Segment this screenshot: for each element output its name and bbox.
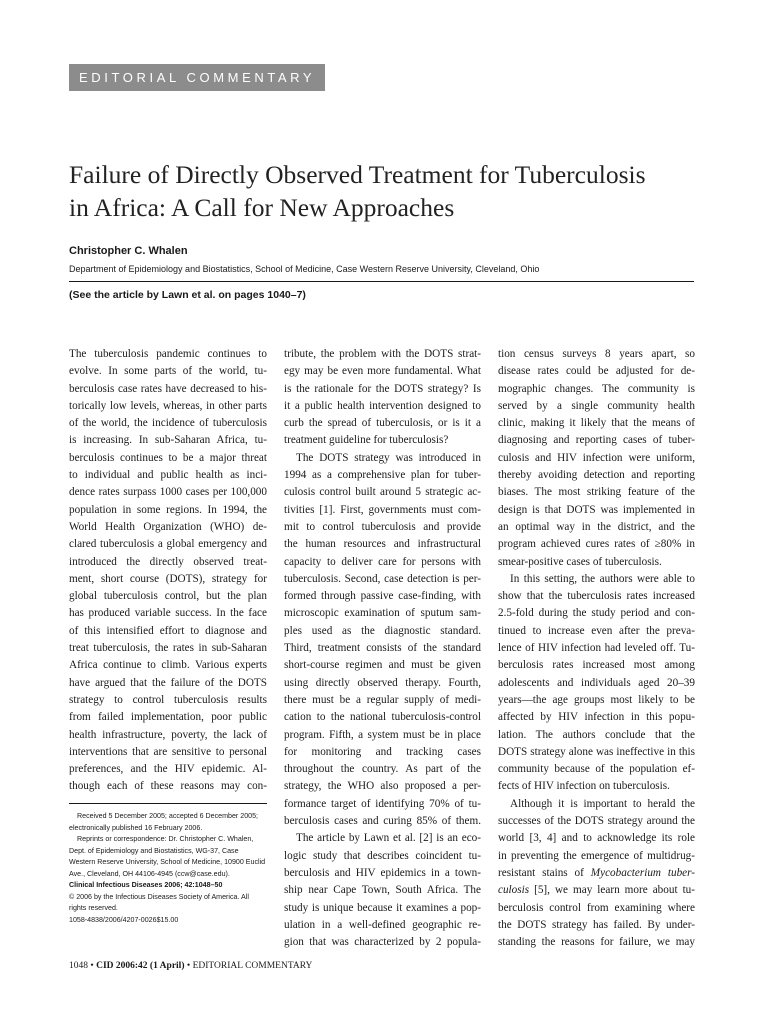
text-line: for monitoring and tracking cases xyxy=(284,745,481,758)
text-line: interventions that are sensitive to personal xyxy=(69,745,267,758)
text-line: show that the tuberculosis rates increased xyxy=(498,590,695,603)
footer-separator: • xyxy=(90,961,97,971)
text-line: lence of HIV infection had leveled off. Tu- xyxy=(498,642,695,655)
text-line: berculosis rates increased most among xyxy=(498,659,695,672)
text-line: cation to the national tuberculosis-control xyxy=(284,711,481,724)
text-line: adolescents and individuals aged 20–39 xyxy=(498,676,695,689)
text-line: the DOTS strategy has failed. By under- xyxy=(498,918,695,931)
text-line: ship near Cape Town, South Africa. The xyxy=(284,884,481,897)
text-line: preferences, and the HIV epidemic. Al- xyxy=(69,763,267,776)
text-line: fects of HIV infection on tuberculosis. xyxy=(498,780,670,793)
text-line: health infrastructure, poverty, the lack of xyxy=(69,728,267,741)
text-line: standing the reasons for failure, we may xyxy=(498,936,695,949)
text-line: throughout the country. As part of the xyxy=(284,763,481,776)
text-line: population in some regions. In 1994, the xyxy=(69,503,267,516)
text-line: an optimal way in the district, and the xyxy=(498,520,695,533)
text-line: Africa continue to climb. Various experts xyxy=(69,659,267,672)
text-line: culosis and HIV infection were uniform, xyxy=(498,451,695,464)
footer-separator: • xyxy=(186,961,193,971)
text-line: of the world, the incidence of tuberculosis xyxy=(69,417,267,430)
footnote-line: Western Reserve University, School of Medicine, 10900 Euclid xyxy=(69,858,266,866)
text-line: culosis control built around 5 strategic ac- xyxy=(284,486,481,499)
text-line: resistant stains of Mycobacterium tuber- xyxy=(498,866,695,879)
text-line: tinued to increase even after the preva- xyxy=(498,624,695,637)
text-line: thereby avoiding detection and reporting xyxy=(498,469,695,482)
text-line: gion that was characterized by 2 popula- xyxy=(284,936,481,949)
page-number: 1048 xyxy=(69,961,88,971)
text-line: 2.5-fold during the study period and con- xyxy=(498,607,695,620)
text-line: diagnosing and reporting cases of tuber- xyxy=(498,434,695,447)
footnote-rule xyxy=(69,803,267,804)
text-line: have argued that the failure of the DOTS xyxy=(69,676,267,689)
text-line: has produced variable success. In the face xyxy=(69,607,267,620)
text-line: in preventing the emergence of multidrug- xyxy=(498,849,695,862)
text-line: In this setting, the authors were able to xyxy=(510,572,695,585)
footnote-line: Dept. of Epidemiology and Biostatistics, WG-37, Case xyxy=(69,846,239,855)
text-line: evolve. In some parts of the world, tu- xyxy=(69,365,267,378)
text-line: is increasing. In sub-Saharan Africa, tu- xyxy=(69,434,267,447)
text-line: berculosis and HIV epidemics in a town- xyxy=(284,866,481,879)
text-line: using directly observed therapy. Fourth, xyxy=(284,676,481,689)
text-line: program achieved cures rates of ≥80% in xyxy=(498,538,695,551)
text-line: years—the age groups most likely to be xyxy=(498,693,695,706)
text-line: the human resources and infrastructural xyxy=(284,538,481,551)
text-line: Third, treatment consists of the standard xyxy=(284,642,481,655)
footnote-line: Reprints or correspondence: Dr. Christopher C. Whalen, xyxy=(77,835,254,843)
text-line: to individual and public health as inci- xyxy=(69,469,267,482)
text-line: dence rates surpass 1000 cases per 100,000 xyxy=(69,486,267,499)
footnotes xyxy=(69,811,269,926)
text-line: berculosis continues to be a major threat xyxy=(69,451,267,464)
text-line: The tuberculosis pandemic continues to xyxy=(69,348,267,360)
text-line: mographic changes. The community is xyxy=(498,382,695,395)
text-line: Although it is important to herald the xyxy=(510,797,695,810)
footnote-line: 1058-4838/2006/4207-0026$15.00 xyxy=(69,915,179,924)
text-line: lation. The authors conclude that the xyxy=(498,728,695,741)
text-line: culosis [5], we may learn more about tu- xyxy=(498,884,695,897)
text-line: 1994 as a comprehensive plan for tuber- xyxy=(284,469,481,482)
text-line: short-course regimen and must be given xyxy=(284,659,481,672)
text-line: it a public health intervention designed to xyxy=(284,399,481,412)
text-line: tivities [1]. First, governments must com- xyxy=(284,503,481,516)
title-line: in Africa: A Call for New Approaches xyxy=(69,193,455,222)
text-line: egy may be even more fundamental. What xyxy=(284,365,481,378)
article-title xyxy=(69,158,709,224)
text-column-3 xyxy=(498,346,695,951)
text-line: affected by HIV infection in this popu- xyxy=(498,711,695,724)
text-line: DOTS strategy alone was ineffective in this xyxy=(498,745,695,758)
author-affiliation: Department of Epidemiology and Biostatistics, School of Medicine, Case Western Reserve University, Cleveland, Ohio xyxy=(69,264,540,274)
author-name: Christopher C. Whalen xyxy=(69,245,188,257)
text-line: served by a single community health xyxy=(498,399,695,412)
text-line: curb the spread of tuberculosis, or is it a xyxy=(284,417,481,430)
section-banner: EDITORIAL COMMENTARY xyxy=(69,64,325,91)
text-line: formance target of identifying 70% of tu- xyxy=(284,797,481,810)
page-footer xyxy=(69,961,312,971)
text-line: The article by Lawn et al. [2] is an eco- xyxy=(296,832,481,845)
text-line: ples used as the diagnostic standard. xyxy=(284,624,481,637)
text-line: treatment guideline for tuberculosis? xyxy=(284,434,449,447)
text-line: formed through passive case-finding, with xyxy=(284,590,481,603)
see-also-note: (See the article by Lawn et al. on pages 1040–7) xyxy=(69,289,306,301)
header-rule xyxy=(69,281,694,282)
text-line: global tuberculosis control, but the plan xyxy=(69,590,267,603)
footnote-line: Received 5 December 2005; accepted 6 December 2005; xyxy=(77,812,258,820)
text-line: berculosis cases and curing 85% of them. xyxy=(284,815,481,828)
text-line: strategy to control tuberculosis results xyxy=(69,693,267,706)
text-line: tribute, the problem with the DOTS strat- xyxy=(284,348,481,360)
text-line: capacity to deliver care for persons with xyxy=(284,555,481,568)
text-column-1 xyxy=(69,346,267,796)
text-line: is the rationale for the DOTS strategy? Is xyxy=(284,382,481,395)
text-line: tion census surveys 8 years apart, so xyxy=(498,348,695,360)
text-line: program. Fifth, a system must be in place xyxy=(284,728,481,741)
text-line: logic study that describes coincident tu- xyxy=(284,849,481,862)
text-line: introduced the directly observed treat- xyxy=(69,555,267,568)
text-line: design is that DOTS was implemented in xyxy=(498,503,695,516)
title-line: Failure of Directly Observed Treatment for Tuberculosis xyxy=(69,160,646,189)
journal-issue: CID 2006:42 (1 April) xyxy=(96,961,185,971)
text-line: berculosis control from examining where xyxy=(498,901,695,914)
text-line: biases. The most striking feature of the xyxy=(498,486,695,499)
text-line: berculosis case rates have decreased to his- xyxy=(69,382,267,395)
text-line: study is unique because it examines a pop- xyxy=(284,901,481,914)
text-line: clinic, making it likely that the means of xyxy=(498,417,695,430)
text-line: of this intensified effort to diagnose and xyxy=(69,624,267,637)
text-line: clared tuberculosis a global emergency and xyxy=(69,538,267,551)
text-line: community because of the population ef- xyxy=(498,763,695,776)
footnote-line: Ave., Cleveland, OH 44106-4945 (ccw@case.edu). xyxy=(69,869,230,878)
text-line: though each of these reasons may con- xyxy=(69,780,267,793)
text-line: disease rates could be adjusted for de- xyxy=(498,365,695,378)
text-line: there must be a regular supply of medi- xyxy=(284,693,481,706)
text-line: successes of the DOTS strategy around the xyxy=(498,815,695,828)
text-line: World Health Organization (WHO) de- xyxy=(69,520,267,533)
text-line: treat tuberculosis, the rates in sub-Saharan xyxy=(69,642,267,655)
text-column-2 xyxy=(284,346,481,951)
text-line: smear-positive cases of tuberculosis. xyxy=(498,555,662,568)
text-line: ment, short course (DOTS), strategy for xyxy=(69,572,267,585)
text-line: world [3, 4] and to acknowledge its role xyxy=(498,832,695,845)
footnote-line: electronically published 16 February 2006. xyxy=(69,823,203,832)
text-line: strategy, the WHO also proposed a per- xyxy=(284,780,481,793)
footer-section: EDITORIAL COMMENTARY xyxy=(192,961,313,971)
journal-citation: Clinical Infectious Diseases 2006; 42:1048–50 xyxy=(69,881,223,889)
text-line: microscopic examination of sputum sam- xyxy=(284,607,481,620)
text-line: The DOTS strategy was introduced in xyxy=(296,451,481,464)
text-line: tuberculosis. Second, case detection is per- xyxy=(284,572,481,585)
text-line: from failed implementation, poor public xyxy=(69,711,267,724)
text-line: mit to control tuberculosis and provide xyxy=(284,520,481,533)
footnote-line: © 2006 by the Infectious Diseases Society of America. All xyxy=(69,892,249,901)
text-line: ulation in a well-defined geographic re- xyxy=(284,918,481,931)
footnote-line: rights reserved. xyxy=(69,904,118,912)
text-line: torically low levels, whereas, in other parts xyxy=(69,399,267,412)
